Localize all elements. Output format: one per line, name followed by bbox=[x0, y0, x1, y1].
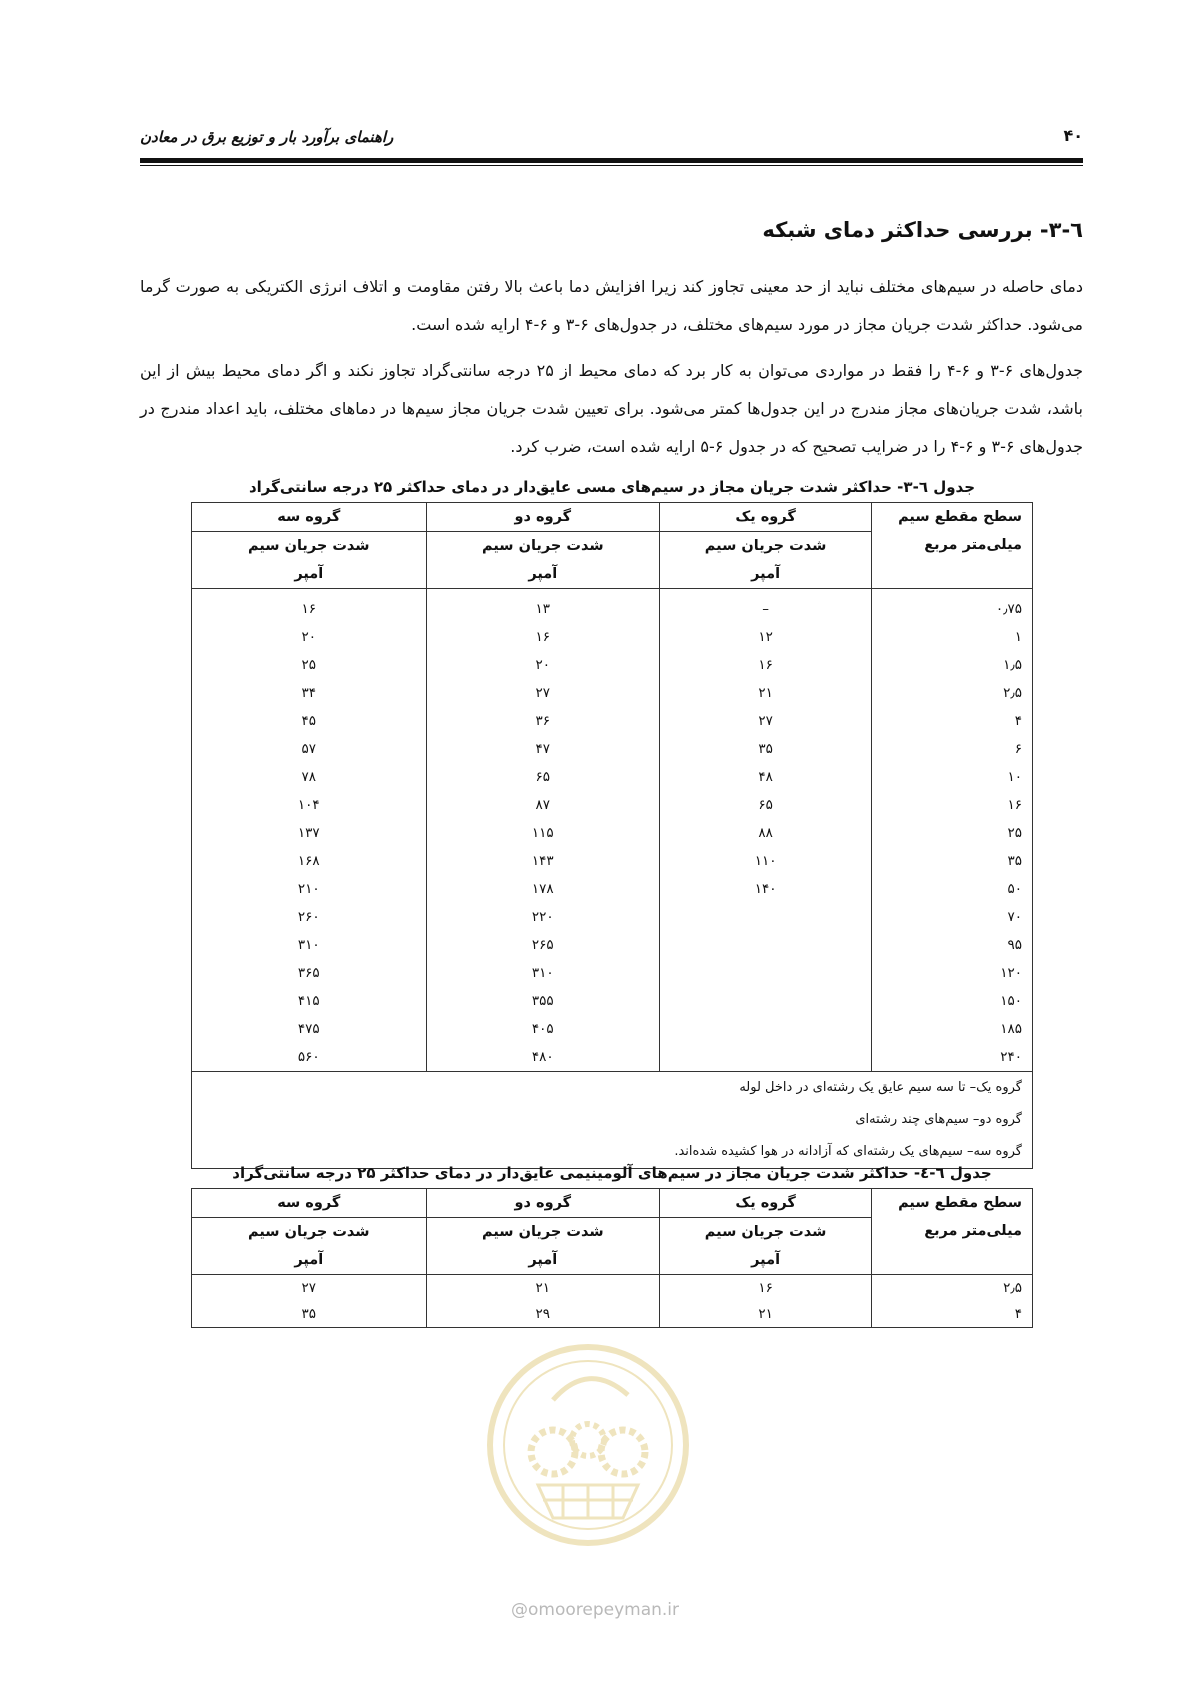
table1-group3-cell: ۲۰ bbox=[192, 623, 427, 651]
table1-group3-cell: ۴۱۵ bbox=[192, 987, 427, 1015]
table1-section-cell: ۱۵۰ bbox=[872, 987, 1033, 1015]
table2-subheader-group2 bbox=[426, 1218, 660, 1275]
table1-group3-cell: ۳۶۵ bbox=[192, 959, 427, 987]
table2-group1-cell: ۲۱ bbox=[660, 1301, 872, 1328]
table1-group2-cell: ۱۳ bbox=[426, 589, 660, 624]
table1-section-cell: ۳۵ bbox=[872, 847, 1033, 875]
table2-subheader-group1 bbox=[660, 1218, 872, 1275]
table1-row bbox=[192, 763, 1033, 791]
table1-group1-cell: ۱۲ bbox=[660, 623, 872, 651]
table1-section-cell: ۱۰ bbox=[872, 763, 1033, 791]
table1-row bbox=[192, 847, 1033, 875]
table1-group1-cell: ۸۸ bbox=[660, 819, 872, 847]
header-rule-thick bbox=[140, 158, 1083, 163]
table1-section-cell: ۰٫۷۵ bbox=[872, 589, 1033, 624]
table2-subheader-current: شدت جریان سیم bbox=[704, 1224, 827, 1240]
table1-group1-cell: ۱۴۰ bbox=[660, 875, 872, 903]
table2-group3-cell: ۳۵ bbox=[192, 1301, 427, 1328]
table1-header-section-label: سطح مقطع سیم bbox=[898, 509, 1022, 525]
table1-section-cell: ۶ bbox=[872, 735, 1033, 763]
watermark-site: @omoorepeyman.ir bbox=[510, 1600, 680, 1620]
table2-section-cell: ۴ bbox=[872, 1301, 1033, 1328]
table2-subheader-group3 bbox=[192, 1218, 427, 1275]
table1-header-group3: گروه سه bbox=[192, 503, 427, 532]
table1-note-group3: گروه سه– سیم‌های یک رشته‌ای که آزادانه در هوا کشیده شده‌اند. bbox=[674, 1144, 1022, 1159]
table2-row bbox=[192, 1275, 1033, 1302]
running-header-title: راهنمای برآورد بار و توزیع برق در معادن bbox=[140, 128, 394, 146]
table1-row bbox=[192, 707, 1033, 735]
table1-group1-cell bbox=[660, 1015, 872, 1043]
table2-header-group1: گروه یک bbox=[660, 1189, 872, 1218]
table1-subheader-unit: آمپر bbox=[751, 566, 781, 582]
table2-subheader-unit: آمپر bbox=[294, 1252, 324, 1268]
table1-body bbox=[192, 589, 1033, 1072]
table1-group2-cell: ۴۷ bbox=[426, 735, 660, 763]
table1-group1-cell: ۴۸ bbox=[660, 763, 872, 791]
table1-note-group1: گروه یک– تا سه سیم عایق یک رشته‌ای در داخل لوله bbox=[739, 1080, 1022, 1095]
table1-subheader-group3 bbox=[192, 532, 427, 589]
table1-row bbox=[192, 875, 1033, 903]
watermark-logo-icon bbox=[483, 1340, 693, 1550]
table2-header-group2: گروه دو bbox=[426, 1189, 660, 1218]
table1-notes bbox=[192, 1072, 1033, 1169]
page-number: ۴۰ bbox=[1063, 126, 1083, 145]
table1-section-cell: ۱۲۰ bbox=[872, 959, 1033, 987]
table1-group2-cell: ۱۴۳ bbox=[426, 847, 660, 875]
table1-group2-cell: ۳۱۰ bbox=[426, 959, 660, 987]
table1-header-group1: گروه یک bbox=[660, 503, 872, 532]
table1-row bbox=[192, 959, 1033, 987]
table1-section-cell: ۱۸۵ bbox=[872, 1015, 1033, 1043]
table1-section-cell: ۴ bbox=[872, 707, 1033, 735]
table1-row bbox=[192, 679, 1033, 707]
table2-caption: جدول ٦-٤- حداکثر شدت جریان مجاز در سیم‌های آلومینیمی عایق‌دار در دمای حداکثر ۲۵ درجه سانتی‌گراد bbox=[232, 1164, 992, 1182]
table2-subheader-current: شدت جریان سیم bbox=[482, 1224, 604, 1240]
table1-group1-cell bbox=[660, 987, 872, 1015]
table1-header-section bbox=[872, 503, 1033, 589]
table1-group1-cell: ۲۷ bbox=[660, 707, 872, 735]
table2-body bbox=[192, 1275, 1033, 1328]
table1-group2-cell: ۳۵۵ bbox=[426, 987, 660, 1015]
table1-section-cell: ۲۵ bbox=[872, 819, 1033, 847]
table1-group2-cell: ۱۱۵ bbox=[426, 819, 660, 847]
table1-group1-cell: ۲۱ bbox=[660, 679, 872, 707]
table1-group2-cell: ۱۶ bbox=[426, 623, 660, 651]
table1-row bbox=[192, 589, 1033, 624]
paragraph-1: دمای حاصله در سیم‌های مختلف نباید از حد معینی تجاوز کند زیرا افزایش دما باعث بالا رفتن مقاومت و اتلاف انرژی الکتریکی به صورت گرما می‌شود. حداکثر شدت جریان مجاز در مورد سیم‌های مختلف، در جدول‌های ۶-۳ و ۶-۴ ارایه شده است. bbox=[140, 277, 1083, 334]
table1-section-cell: ۱۶ bbox=[872, 791, 1033, 819]
table1-group2-cell: ۲۲۰ bbox=[426, 903, 660, 931]
table1-subheader-current: شدت جریان سیم bbox=[482, 538, 604, 554]
table2-header-section bbox=[872, 1189, 1033, 1275]
table1-row bbox=[192, 623, 1033, 651]
table2-subheader-unit: آمپر bbox=[528, 1252, 558, 1268]
table1-section-cell: ۵۰ bbox=[872, 875, 1033, 903]
table1-group3-cell: ۷۸ bbox=[192, 763, 427, 791]
table2-group1-cell: ۱۶ bbox=[660, 1275, 872, 1302]
table1-group1-cell: ۱۱۰ bbox=[660, 847, 872, 875]
table2-subheader-current: شدت جریان سیم bbox=[247, 1224, 370, 1240]
table1-subheader-current: شدت جریان سیم bbox=[704, 538, 827, 554]
table2-header-section-unit: میلی‌متر مربع bbox=[924, 1223, 1022, 1239]
table1-header-section-unit: میلی‌متر مربع bbox=[924, 537, 1022, 553]
table1-row bbox=[192, 819, 1033, 847]
table2-group2-cell: ۲۹ bbox=[426, 1301, 660, 1328]
table1-row bbox=[192, 651, 1033, 679]
table1-group1-cell bbox=[660, 959, 872, 987]
table1-group3-cell: ۲۶۰ bbox=[192, 903, 427, 931]
table1-group2-cell: ۶۵ bbox=[426, 763, 660, 791]
table1-section-cell: ۲۴۰ bbox=[872, 1043, 1033, 1072]
table1-header-group2: گروه دو bbox=[426, 503, 660, 532]
table1-group2-cell: ۸۷ bbox=[426, 791, 660, 819]
table2-header-group3: گروه سه bbox=[192, 1189, 427, 1218]
table1-row bbox=[192, 987, 1033, 1015]
table1-group3-cell: ۱۶ bbox=[192, 589, 427, 624]
table1-row bbox=[192, 735, 1033, 763]
table1-group3-cell: ۲۵ bbox=[192, 651, 427, 679]
table2-group3-cell: ۲۷ bbox=[192, 1275, 427, 1302]
table1-group2-cell: ۴۰۵ bbox=[426, 1015, 660, 1043]
table2-subheader-unit: آمپر bbox=[751, 1252, 781, 1268]
table1-group3-cell: ۱۰۴ bbox=[192, 791, 427, 819]
paragraph-2: جدول‌های ۶-۳ و ۶-۴ را فقط در مواردی می‌توان به کار برد که دمای محیط از ۲۵ درجه سانتی‌گراد تجاوز نکند و اگر دمای محیط بیش از این باشد، شدت جریان‌های مجاز مندرج در این جدول‌ها کمتر می‌شود. برای تعیین شدت جریان مجاز سیم‌ها در دماهای مختلف، باید اعداد مندرج در جدول‌های ۶-۳ و ۶-۴ را در ضرایب تصحیح که در جدول ۶-۵ ارایه شده است، ضرب کرد. bbox=[140, 361, 1084, 456]
table1-group1-cell: ۳۵ bbox=[660, 735, 872, 763]
table1-group3-cell: ۴۵ bbox=[192, 707, 427, 735]
table1-row bbox=[192, 1043, 1033, 1072]
table1-section-cell: ۹۵ bbox=[872, 931, 1033, 959]
table1-group2-cell: ۲۶۵ bbox=[426, 931, 660, 959]
table2-group2-cell: ۲۱ bbox=[426, 1275, 660, 1302]
table1-subheader-unit: آمپر bbox=[294, 566, 324, 582]
table1-group1-cell: – bbox=[660, 589, 872, 624]
table1-group3-cell: ۳۱۰ bbox=[192, 931, 427, 959]
table1-subheader-current: شدت جریان سیم bbox=[247, 538, 370, 554]
table1-group1-cell bbox=[660, 931, 872, 959]
table1-group3-cell: ۲۱۰ bbox=[192, 875, 427, 903]
table2-row bbox=[192, 1301, 1033, 1328]
table1-section-cell: ۱ bbox=[872, 623, 1033, 651]
table1-section-cell: ۱٫۵ bbox=[872, 651, 1033, 679]
table1-group3-cell: ۱۶۸ bbox=[192, 847, 427, 875]
table1-row bbox=[192, 791, 1033, 819]
header-rule-thin bbox=[140, 165, 1083, 166]
table1-row bbox=[192, 931, 1033, 959]
table1-group2-cell: ۲۷ bbox=[426, 679, 660, 707]
table1-group1-cell: ۶۵ bbox=[660, 791, 872, 819]
table1-caption: جدول ٦-٣- حداکثر شدت جریان مجاز در سیم‌های مسی عایق‌دار در دمای حداکثر ۲۵ درجه سانتی‌گراد bbox=[248, 478, 976, 496]
table1-group2-cell: ۳۶ bbox=[426, 707, 660, 735]
section-heading: ٦-٣- بررسی حداکثر دمای شبکه bbox=[762, 218, 1083, 242]
table1-note-group2: گروه دو– سیم‌های چند رشته‌ای bbox=[855, 1112, 1022, 1127]
table1-subheader-unit: آمپر bbox=[528, 566, 558, 582]
table1-row bbox=[192, 1015, 1033, 1043]
table1-group1-cell bbox=[660, 903, 872, 931]
table1-group1-cell bbox=[660, 1043, 872, 1072]
table1-group3-cell: ۳۴ bbox=[192, 679, 427, 707]
table1-section-cell: ۷۰ bbox=[872, 903, 1033, 931]
table1-group3-cell: ۵۶۰ bbox=[192, 1043, 427, 1072]
table2-header-section-label: سطح مقطع سیم bbox=[898, 1195, 1022, 1211]
table1-group3-cell: ۱۳۷ bbox=[192, 819, 427, 847]
table1 bbox=[191, 502, 1033, 1169]
table1-group2-cell: ۴۸۰ bbox=[426, 1043, 660, 1072]
table1-subheader-group1 bbox=[660, 532, 872, 589]
table1-section-cell: ۲٫۵ bbox=[872, 679, 1033, 707]
table2-section-cell: ۲٫۵ bbox=[872, 1275, 1033, 1302]
table1-group2-cell: ۱۷۸ bbox=[426, 875, 660, 903]
table1-subheader-group2 bbox=[426, 532, 660, 589]
table2 bbox=[191, 1188, 1033, 1328]
table1-group1-cell: ۱۶ bbox=[660, 651, 872, 679]
table1-group2-cell: ۲۰ bbox=[426, 651, 660, 679]
table1-row bbox=[192, 903, 1033, 931]
table1-group3-cell: ۴۷۵ bbox=[192, 1015, 427, 1043]
table1-group3-cell: ۵۷ bbox=[192, 735, 427, 763]
